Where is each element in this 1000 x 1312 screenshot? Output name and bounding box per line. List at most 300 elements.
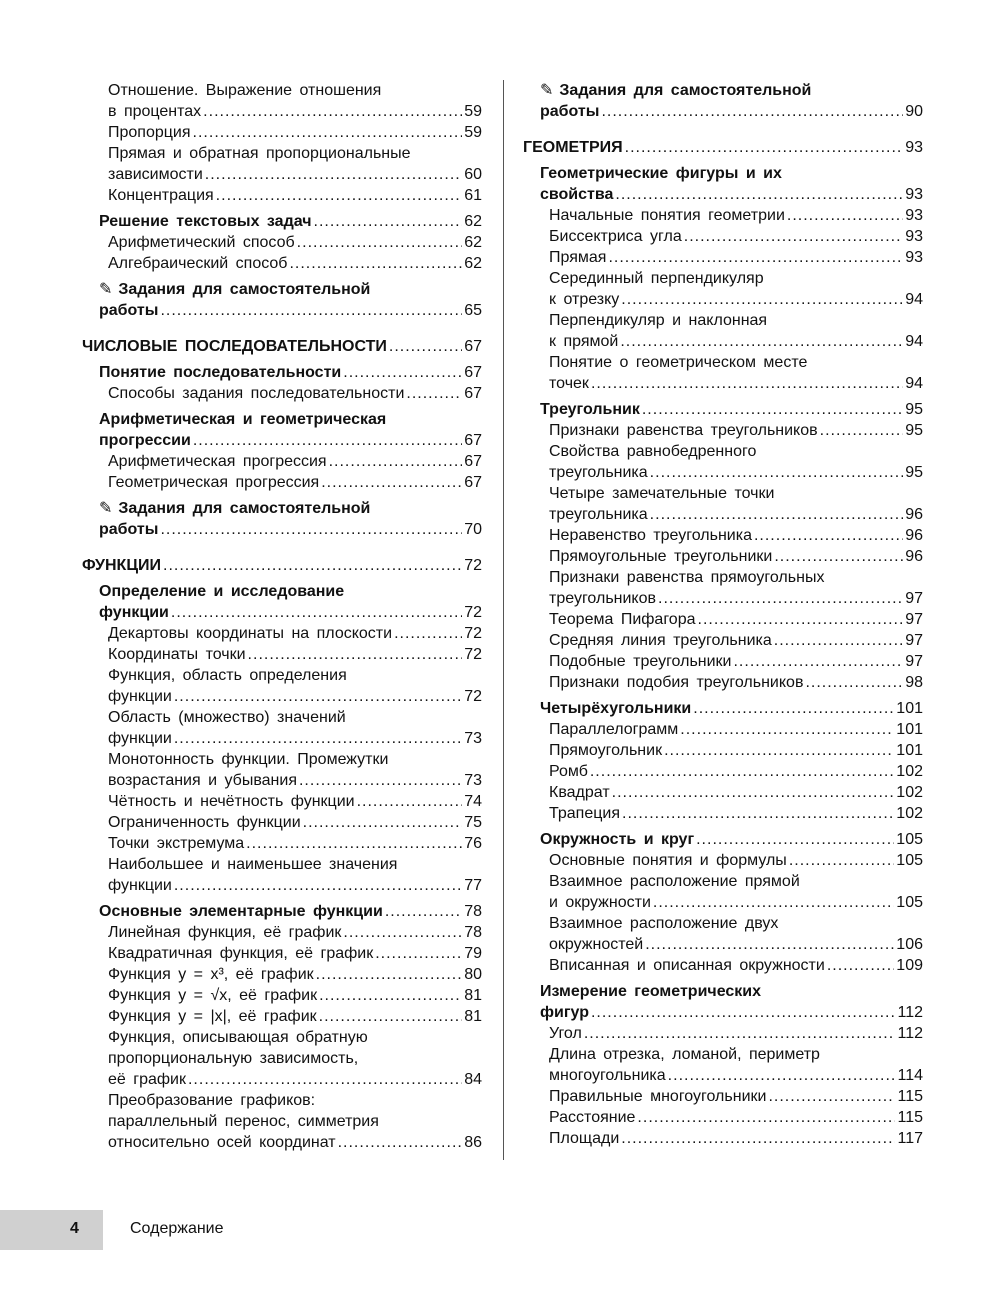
toc-entry-line (540, 399, 923, 420)
toc-page-number: 78 (464, 924, 482, 941)
toc-entry-sub[interactable] (523, 829, 923, 850)
toc-entry-line (108, 922, 482, 943)
dot-leader (314, 211, 463, 232)
toc-entry-item[interactable] (523, 1023, 923, 1044)
toc-entry-text: Функция y = |x|, её график (108, 1008, 317, 1025)
toc-entry-line (540, 698, 923, 719)
toc-entry-line (99, 211, 482, 232)
toc-entry-text: работы (99, 302, 159, 319)
toc-entry-line (549, 651, 923, 672)
toc-page-number: 95 (905, 422, 923, 439)
toc-entry-item[interactable] (523, 1107, 923, 1128)
dot-leader (608, 247, 903, 268)
toc-entry-text: параллельный перенос, симметрия (108, 1113, 379, 1130)
toc-entry-item[interactable] (523, 761, 923, 782)
toc-entry-text: Геометрические фигуры и их (540, 165, 782, 182)
toc-page-number: 67 (464, 432, 482, 449)
toc-entry-line (99, 430, 482, 451)
toc-page-number: 80 (464, 966, 482, 983)
toc-entry-item[interactable] (82, 143, 482, 185)
dot-leader (621, 1128, 895, 1149)
toc-entry-item[interactable] (82, 964, 482, 985)
toc-entry-line (549, 289, 923, 310)
toc-entry-line (108, 185, 482, 206)
column-divider (503, 80, 504, 1160)
toc-entry-item[interactable] (523, 1086, 923, 1107)
toc-entry-line (108, 143, 482, 164)
toc-entry-text: свойства (540, 186, 614, 203)
toc-entry-item[interactable] (82, 943, 482, 964)
toc-page-number: 94 (905, 291, 923, 308)
toc-entry-item[interactable] (523, 651, 923, 672)
toc-entry-line (108, 253, 482, 274)
toc-entry-line (108, 943, 482, 964)
toc-page-number: 97 (905, 632, 923, 649)
toc-entry-line (549, 268, 923, 289)
toc-entry-item[interactable] (82, 623, 482, 644)
toc-entry-item[interactable] (523, 803, 923, 824)
toc-entry-line (549, 1086, 923, 1107)
toc-entry-text: Серединный перпендикуляр (549, 270, 764, 287)
toc-entry-sub[interactable] (523, 163, 923, 205)
toc-entry-text: Задания для самостоятельной (118, 281, 371, 298)
toc-entry-item[interactable] (82, 80, 482, 122)
toc-entry-item[interactable] (82, 665, 482, 707)
toc-page-number: 67 (464, 338, 482, 355)
toc-entry-line (108, 964, 482, 985)
dot-leader (203, 101, 462, 122)
toc-entry-text: Функция y = x³, её график (108, 966, 314, 983)
dot-leader (696, 829, 894, 850)
toc-entry-line (540, 80, 923, 101)
toc-entry-item[interactable] (523, 871, 923, 913)
running-title: Содержание (130, 1220, 224, 1237)
toc-entry-line (99, 519, 482, 540)
toc-entry-sub[interactable] (82, 498, 482, 540)
dot-leader (642, 399, 903, 420)
toc-page-number: 72 (464, 557, 482, 574)
toc-entry-text: Теорема Пифагора (549, 611, 696, 628)
dot-leader (680, 719, 894, 740)
toc-entry-text: Определение и исследование (99, 583, 345, 600)
toc-entry-line (549, 719, 923, 740)
toc-page-number: 101 (896, 700, 923, 717)
toc-entry-text: функции (108, 877, 172, 894)
dot-leader (787, 205, 903, 226)
toc-page-number: 102 (896, 763, 923, 780)
toc-entry-line (99, 362, 482, 383)
toc-entry-line (549, 247, 923, 268)
toc-entry-item[interactable] (82, 791, 482, 812)
toc-entry-item[interactable] (523, 1044, 923, 1086)
toc-entry-sub[interactable] (523, 399, 923, 420)
toc-entry-text: к прямой (549, 333, 619, 350)
toc-entry-line (549, 373, 923, 394)
toc-entry-item[interactable] (82, 185, 482, 206)
dot-leader (637, 1107, 895, 1128)
toc-entry-item[interactable] (523, 546, 923, 567)
toc-page-number: 74 (464, 793, 482, 810)
toc-entry-text: Пропорция (108, 124, 191, 141)
toc-entry-text: Понятие о геометрическом месте (549, 354, 808, 371)
toc-entry-text: Признаки подобия треугольников (549, 674, 804, 691)
toc-entry-text: Координаты точки (108, 646, 246, 663)
toc-entry-line (108, 1006, 482, 1027)
toc-entry-item[interactable] (82, 749, 482, 791)
toc-entry-item[interactable] (523, 740, 923, 761)
toc-entry-sub[interactable] (82, 901, 482, 922)
dot-leader (820, 420, 904, 441)
toc-entry-item[interactable] (523, 205, 923, 226)
toc-entry-text: Вписанная и описанная окружности (549, 957, 825, 974)
toc-entry-text: работы (540, 103, 600, 120)
toc-page-number: 93 (905, 228, 923, 245)
toc-page-number: 105 (896, 852, 923, 869)
toc-entry-line (108, 1069, 482, 1090)
dot-leader (684, 226, 903, 247)
toc-entry-line (540, 101, 923, 122)
toc-entry-line (540, 163, 923, 184)
toc-entry-item[interactable] (82, 1006, 482, 1027)
toc-entry-line (549, 504, 923, 525)
toc-page-number: 98 (905, 674, 923, 691)
toc-entry-text: относительно осей координат (108, 1134, 336, 1151)
toc-entry-text: фигур (540, 1004, 589, 1021)
toc-entry-item[interactable] (523, 226, 923, 247)
toc-page-number: 65 (464, 302, 482, 319)
toc-entry-sub[interactable] (82, 581, 482, 623)
toc-entry-text: Область (множество) значений (108, 709, 346, 726)
toc-entry-line (99, 498, 482, 519)
toc-entry-item[interactable] (523, 672, 923, 693)
toc-right-column (523, 80, 923, 1149)
page-number-box (0, 1210, 103, 1250)
toc-page-number: 77 (464, 877, 482, 894)
toc-entry-sub[interactable] (523, 981, 923, 1023)
toc-entry-section[interactable] (82, 555, 482, 576)
toc-entry-line (82, 336, 482, 357)
toc-page-number: 73 (464, 730, 482, 747)
toc-entry-text: многоугольника (549, 1067, 666, 1084)
toc-entry-text: Ограниченность функции (108, 814, 301, 831)
toc-entry-item[interactable] (82, 383, 482, 404)
toc-entry-sub[interactable] (82, 211, 482, 232)
toc-entry-sub[interactable] (82, 409, 482, 451)
toc-entry-line (549, 331, 923, 352)
toc-entry-line (549, 525, 923, 546)
toc-entry-line (108, 770, 482, 791)
toc-entry-item[interactable] (82, 644, 482, 665)
toc-page-number: 96 (905, 548, 923, 565)
toc-entry-sub[interactable] (523, 80, 923, 122)
toc-entry-item[interactable] (523, 483, 923, 525)
toc-entry-item[interactable] (523, 913, 923, 955)
toc-entry-text: Четырёхугольники (540, 700, 692, 717)
dot-leader (160, 519, 462, 540)
toc-entry-text: Взаимное расположение прямой (549, 873, 800, 890)
dot-leader (319, 985, 462, 1006)
toc-page-number: 95 (905, 464, 923, 481)
toc-entry-item[interactable] (82, 472, 482, 493)
dot-leader (827, 955, 894, 976)
toc-entry-line (108, 985, 482, 1006)
dot-leader (193, 122, 463, 143)
toc-entry-text: Начальные понятия геометрии (549, 207, 785, 224)
pencil-icon: ✎ (99, 281, 113, 298)
toc-entry-item[interactable] (523, 567, 923, 609)
toc-page-number: 62 (464, 255, 482, 272)
toc-page-number: 117 (897, 1130, 923, 1147)
toc-entry-line (108, 1090, 482, 1111)
toc-entry-section[interactable] (523, 137, 923, 158)
dot-leader (774, 630, 903, 651)
toc-page-number: 96 (905, 527, 923, 544)
toc-entry-text: Свойства равнобедренного (549, 443, 757, 460)
toc-entry-text: возрастания и убывания (108, 772, 297, 789)
toc-entry-text: ГЕОМЕТРИЯ (523, 139, 623, 156)
toc-entry-line (108, 833, 482, 854)
toc-page-number: 114 (897, 1067, 923, 1084)
toc-entry-text: Трапеция (549, 805, 620, 822)
toc-page-number: 94 (905, 333, 923, 350)
toc-entry-text: Прямая (549, 249, 607, 266)
toc-page-number: 102 (896, 784, 923, 801)
dot-leader (375, 943, 462, 964)
toc-page-number: 90 (905, 103, 923, 120)
dot-leader (625, 137, 904, 158)
dot-leader (160, 300, 462, 321)
dot-leader (620, 331, 903, 352)
toc-entry-text: Функция y = √x, её график (108, 987, 318, 1004)
toc-page-number: 105 (896, 831, 923, 848)
toc-entry-text: Квадратичная функция, её график (108, 945, 374, 962)
toc-entry-text: Решение текстовых задач (99, 213, 312, 230)
toc-entry-line (549, 803, 923, 824)
toc-entry-text: Прямая и обратная пропорциональные (108, 145, 411, 162)
dot-leader (693, 698, 894, 719)
dot-leader (590, 761, 894, 782)
toc-entry-text: функции (99, 604, 169, 621)
toc-entry-text: Арифметическая прогрессия (108, 453, 327, 470)
toc-entry-line (108, 728, 482, 749)
toc-entry-text: Признаки равенства треугольников (549, 422, 818, 439)
toc-entry-text: Линейная функция, её график (108, 924, 342, 941)
toc-entry-item[interactable] (82, 922, 482, 943)
toc-entry-line (108, 164, 482, 185)
toc-entry-line (99, 602, 482, 623)
toc-entry-line (108, 472, 482, 493)
toc-page-number: 72 (464, 688, 482, 705)
dot-leader (289, 253, 462, 274)
dot-leader (343, 362, 462, 383)
toc-entry-item[interactable] (523, 352, 923, 394)
toc-entry-text: Параллелограмм (549, 721, 679, 738)
toc-page-number: 72 (464, 646, 482, 663)
toc-entry-line (108, 451, 482, 472)
toc-entry-line (549, 441, 923, 462)
toc-entry-text: Неравенство треугольника (549, 527, 752, 544)
toc-page-number: 97 (905, 590, 923, 607)
toc-page-number: 115 (897, 1088, 923, 1105)
toc-entry-line (549, 420, 923, 441)
toc-entry-line (549, 483, 923, 504)
toc-entry-text: Задания для самостоятельной (559, 82, 812, 99)
toc-entry-sub[interactable] (82, 279, 482, 321)
toc-entry-item[interactable] (523, 1128, 923, 1149)
dot-leader (591, 1002, 896, 1023)
dot-leader (248, 644, 463, 665)
toc-entry-text: Алгебраический способ (108, 255, 288, 272)
toc-page-number: 105 (896, 894, 923, 911)
toc-entry-item[interactable] (523, 310, 923, 352)
toc-entry-item[interactable] (82, 985, 482, 1006)
dot-leader (653, 892, 894, 913)
toc-entry-item[interactable] (523, 782, 923, 803)
toc-entry-line (108, 623, 482, 644)
toc-entry-line (99, 409, 482, 430)
dot-leader (668, 1065, 896, 1086)
toc-entry-sub[interactable] (82, 362, 482, 383)
toc-entry-line (549, 630, 923, 651)
dot-leader (171, 602, 462, 623)
toc-entry-line (549, 761, 923, 782)
toc-entry-text: зависимости (108, 166, 203, 183)
toc-entry-sub[interactable] (523, 698, 923, 719)
toc-entry-line (108, 1027, 482, 1048)
toc-entry-item[interactable] (82, 854, 482, 896)
toc-page-number: 86 (464, 1134, 482, 1151)
dot-leader (650, 504, 904, 525)
toc-entry-line (549, 205, 923, 226)
toc-entry-text: работы (99, 521, 159, 538)
toc-entry-text: Понятие последовательности (99, 364, 342, 381)
toc-page-number: 84 (464, 1071, 482, 1088)
toc-entry-line (523, 137, 923, 158)
toc-page-number: 61 (464, 187, 482, 204)
toc-page-number: 93 (905, 207, 923, 224)
toc-entry-text: Отношение. Выражение отношения (108, 82, 382, 99)
dot-leader (768, 1086, 895, 1107)
dot-leader (299, 770, 462, 791)
dot-leader (321, 472, 462, 493)
toc-entry-text: Наибольшее и наименьшее значения (108, 856, 398, 873)
toc-entry-line (549, 1044, 923, 1065)
toc-page-number: 112 (897, 1025, 923, 1042)
toc-page-number: 95 (905, 401, 923, 418)
toc-entry-item[interactable] (82, 122, 482, 143)
toc-page-number: 93 (905, 186, 923, 203)
toc-entry-item[interactable] (523, 420, 923, 441)
toc-entry-item[interactable] (82, 833, 482, 854)
toc-entry-item[interactable] (523, 609, 923, 630)
toc-entry-text: ЧИСЛОВЫЕ ПОСЛЕДОВАТЕЛЬНОСТИ (82, 338, 387, 355)
toc-page-number: 78 (464, 903, 482, 920)
toc-entry-text: Средняя линия треугольника (549, 632, 772, 649)
toc-entry-line (549, 672, 923, 693)
dot-leader (297, 232, 463, 253)
toc-entry-text: Квадрат (549, 784, 610, 801)
toc-entry-text: ФУНКЦИИ (82, 557, 162, 574)
toc-entry-text: Длина отрезка, ломаной, периметр (549, 1046, 820, 1063)
toc-entry-item[interactable] (523, 247, 923, 268)
toc-entry-item[interactable] (82, 253, 482, 274)
toc-entry-item[interactable] (523, 268, 923, 310)
toc-entry-line (549, 913, 923, 934)
dot-leader (329, 451, 463, 472)
dot-leader (733, 651, 903, 672)
toc-entry-item[interactable] (82, 707, 482, 749)
toc-entry-text: Арифметический способ (108, 234, 295, 251)
dot-leader (246, 833, 462, 854)
toc-entry-line (108, 686, 482, 707)
toc-entry-text: Функция, область определения (108, 667, 347, 684)
toc-page-number: 75 (464, 814, 482, 831)
toc-entry-line (108, 854, 482, 875)
toc-page-number: 60 (464, 166, 482, 183)
toc-entry-item[interactable] (523, 525, 923, 546)
toc-page-number: 59 (464, 103, 482, 120)
toc-entry-line (540, 184, 923, 205)
toc-entry-item[interactable] (82, 812, 482, 833)
toc-entry-line (82, 555, 482, 576)
toc-page-number: 101 (896, 721, 923, 738)
toc-entry-item[interactable] (82, 1090, 482, 1153)
toc-page-number: 62 (464, 213, 482, 230)
toc-entry-item[interactable] (523, 955, 923, 976)
toc-entry-text: Способы задания последовательности (108, 385, 405, 402)
toc-entry-line (549, 462, 923, 483)
toc-entry-item[interactable] (82, 232, 482, 253)
toc-entry-text: Прямоугольник (549, 742, 663, 759)
toc-entry-item[interactable] (523, 850, 923, 871)
toc-entry-item[interactable] (523, 719, 923, 740)
toc-entry-line (108, 707, 482, 728)
toc-entry-item[interactable] (82, 1027, 482, 1090)
toc-entry-section[interactable] (82, 336, 482, 357)
toc-entry-item[interactable] (523, 441, 923, 483)
toc-page-number: 81 (464, 987, 482, 1004)
dot-leader (343, 922, 462, 943)
toc-page-number: 70 (464, 521, 482, 538)
toc-entry-text: точек (549, 375, 589, 392)
dot-leader (174, 728, 462, 749)
toc-page-number: 112 (897, 1004, 923, 1021)
toc-entry-text: Основные понятия и формулы (549, 852, 787, 869)
toc-entry-line (108, 875, 482, 896)
toc-entry-text: Перпендикуляр и наклонная (549, 312, 768, 329)
dot-leader (385, 901, 462, 922)
toc-entry-line (99, 901, 482, 922)
toc-entry-item[interactable] (82, 451, 482, 472)
dot-leader (622, 803, 894, 824)
dot-leader (406, 383, 462, 404)
toc-entry-item[interactable] (523, 630, 923, 651)
toc-page-number: 76 (464, 835, 482, 852)
toc-page-number: 72 (464, 604, 482, 621)
dot-leader (698, 609, 904, 630)
dot-leader (188, 1069, 462, 1090)
toc-page-number: 72 (464, 625, 482, 642)
toc-page-number: 93 (905, 249, 923, 266)
toc-entry-line (108, 80, 482, 101)
dot-leader (658, 588, 903, 609)
dot-leader (389, 336, 462, 357)
toc-entry-text: Площади (549, 1130, 620, 1147)
toc-entry-text: треугольника (549, 464, 648, 481)
toc-entry-text: Взаимное расположение двух (549, 915, 779, 932)
toc-entry-line (99, 279, 482, 300)
toc-entry-text: пропорциональную зависимость, (108, 1050, 359, 1067)
